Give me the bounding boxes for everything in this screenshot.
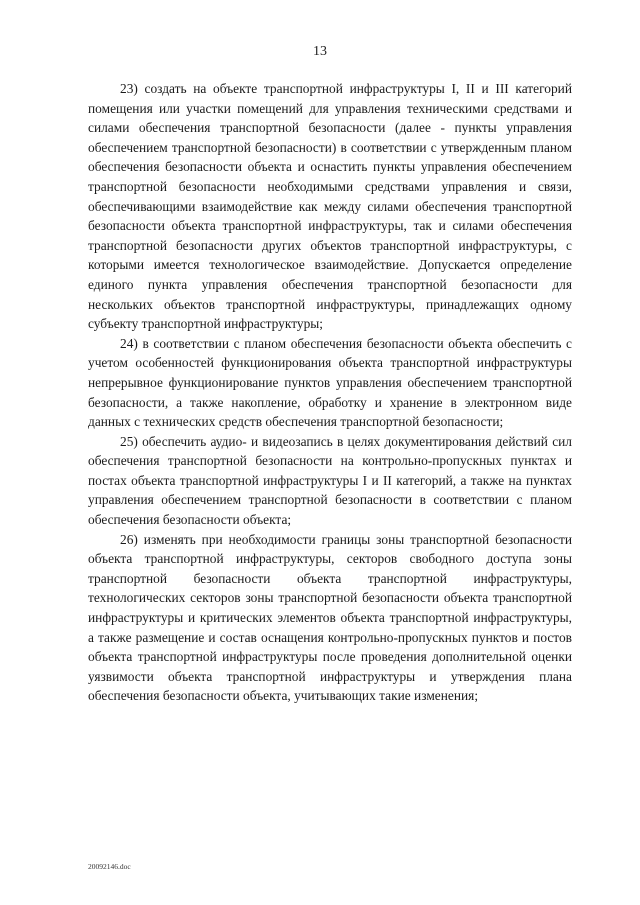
paragraph-item-23: 23) создать на объекте транспортной инфраструктуры I, II и III категорий помещения или участки помещений для управления техническими средствами и силами обеспечения транспортной безопасности (далее - пункты управления обеспечением транспортной безопасности) в соответствии с утвержденным планом обеспечения безопасности объекта и оснастить пункты управления обеспечением транспортной безопасности необходимыми средствами управления и связи, обеспечивающими взаимодействие как между силами обеспечения транспортной безопасности объекта транспортной инфраструктуры, так и силами обеспечения транспортной безопасности других объектов транспортной инфраструктуры, с которыми имеется технологическое взаимодействие. Допускается определение единого пункта управления обеспечения транспортной безопасности для нескольких объектов транспортной инфраструктуры, принадлежащих одному субъекту транспортной инфраструктуры; (88, 81, 572, 332)
paragraph-item-24: 24) в соответствии с планом обеспечения безопасности объекта обеспечить с учетом особенностей функционирования объекта транспортной инфраструктуры непрерывное функционирование пунктов управления обеспечением транспортной безопасности, а также накопление, обработку и хранение в электронном виде данных с технических средств обеспечения транспортной безопасности; (88, 335, 572, 430)
paragraph-item-25: 25) обеспечить аудио- и видеозапись в целях документирования действий сил обеспечения транспортной безопасности на контрольно-пропускных пунктах и постах объекта транспортной инфраструктуры I и II категорий, а также на пунктах управления обеспечением транспортной безопасности в соответствии с планом обеспечения безопасности объекта; (88, 433, 572, 528)
document-body (88, 79, 572, 706)
paragraph-item-26: 26) изменять при необходимости границы зоны транспортной безопасности объекта транспортной инфраструктуры, секторов свободного доступа зоны транспортной безопасности объекта транспортной инфраструктуры, технологических секторов зоны транспортной безопасности объекта транспортной инфраструктуры и критических элементов объекта транспортной инфраструктуры, а также размещение и состав оснащения контрольно-пропускных пунктов и постов объекта транспортной инфраструктуры после проведения дополнительной оценки уязвимости объекта транспортной инфраструктуры и утверждения плана обеспечения безопасности объекта, учитывающих такие изменения; (88, 531, 572, 704)
page-number: 13 (313, 44, 327, 59)
document-filename: 20092146.doc (88, 862, 131, 871)
